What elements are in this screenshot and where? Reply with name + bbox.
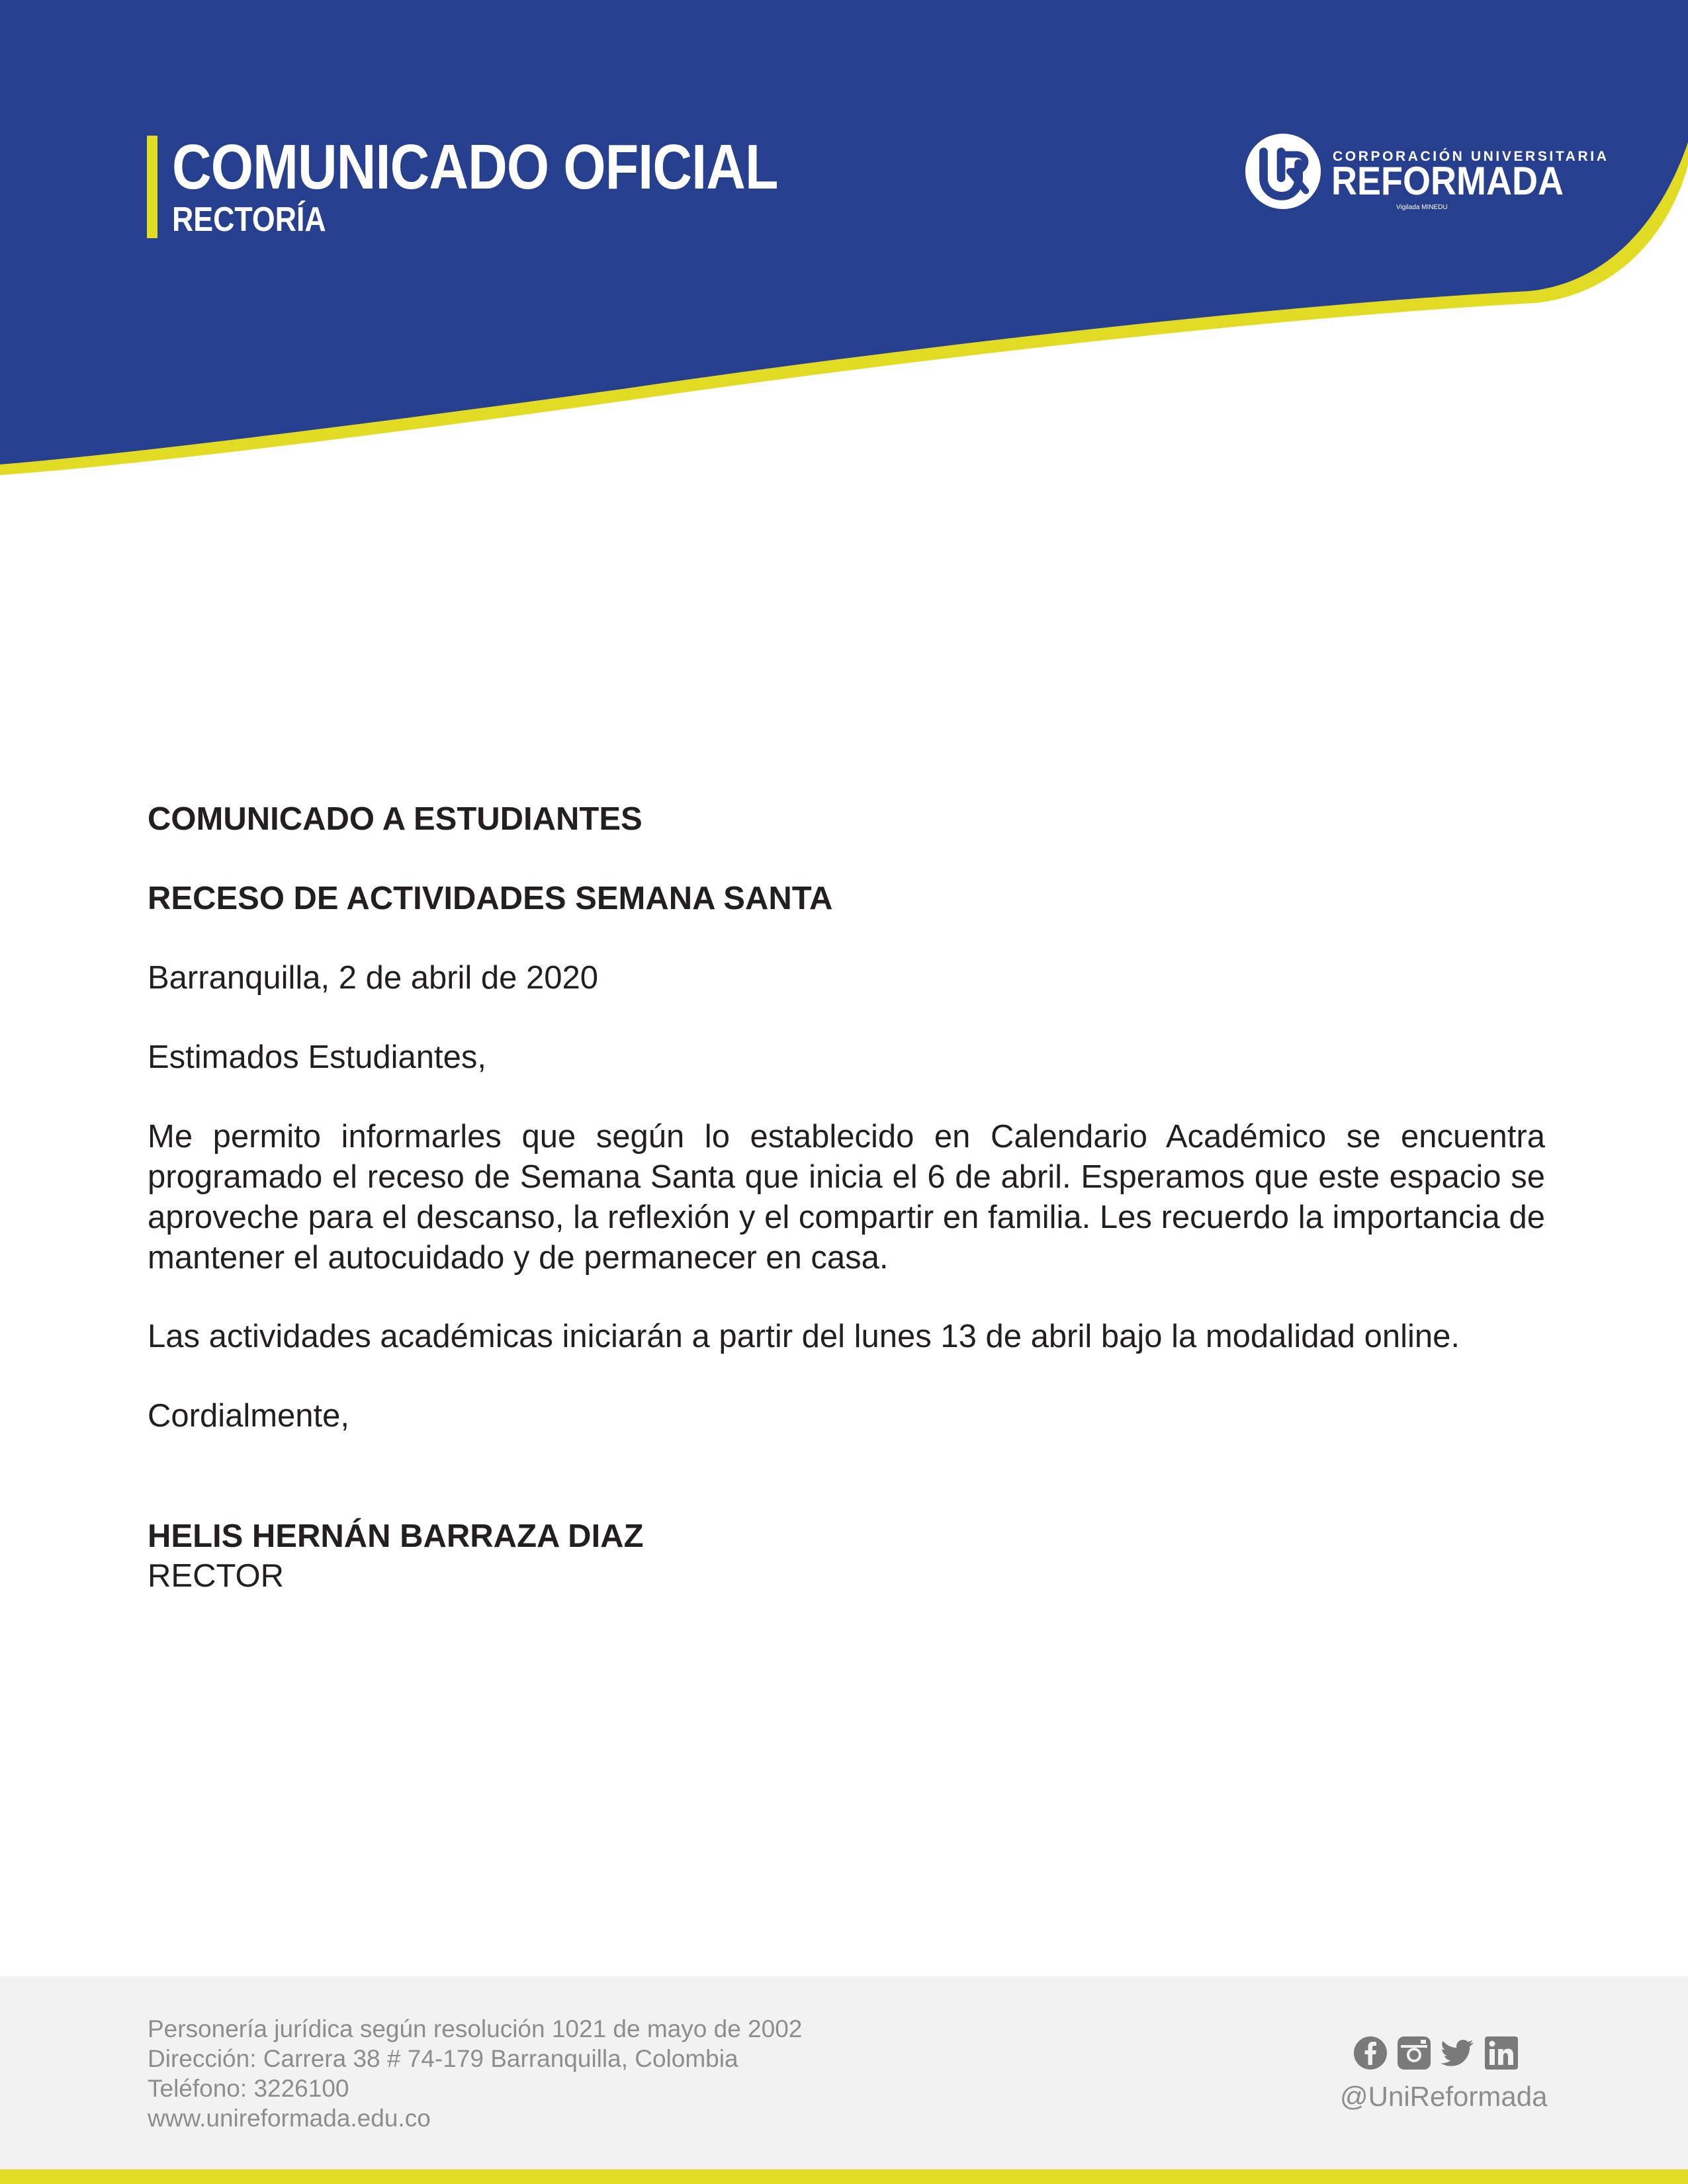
facebook-icon[interactable] <box>1353 2036 1388 2070</box>
header-banner <box>0 0 1688 490</box>
letter-heading-2: RECESO DE ACTIVIDADES SEMANA SANTA <box>148 881 833 916</box>
header-title-block <box>147 132 877 239</box>
instagram-icon[interactable] <box>1397 2036 1431 2070</box>
letter-body-paragraph-1: Me permito informarles que según lo establecido en Calendario Académico se encuentra programado el receso de Semana Santa que inicia el 6 de abril. Esperamos que este espacio se aproveche para el descanso, la reflexión y el compartir en familia. Les recuerdo la importancia de mantener el autocuidado y de permanecer en casa. <box>148 1119 1545 1276</box>
footer-accent-line <box>0 2169 1688 2184</box>
logo-tagline: Vigilada MINEDU <box>1396 204 1448 211</box>
footer-info <box>148 2014 802 2133</box>
letter-date: Barranquilla, 2 de abril de 2020 <box>148 960 599 996</box>
letter-heading-1: COMUNICADO A ESTUDIANTES <box>148 801 643 837</box>
twitter-icon[interactable] <box>1441 2036 1475 2070</box>
footer-address: Dirección: Carrera 38 # 74-179 Barranquilla, Colombia <box>148 2045 738 2072</box>
footer-legal: Personería jurídica según resolución 1021 de mayo de 2002 <box>148 2015 803 2042</box>
social-icons <box>1353 2036 1519 2070</box>
logo-small-text: CORPORACIÓN UNIVERSITARIA <box>1333 149 1609 164</box>
footer-phone: Teléfono: 3226100 <box>148 2075 349 2102</box>
letter-closing: Cordialmente, <box>148 1398 350 1434</box>
signer-title: RECTOR <box>148 1558 285 1594</box>
letter-body-paragraph-2: Las actividades académicas iniciarán a partir del lunes 13 de abril bajo la modalidad online. <box>148 1319 1460 1354</box>
header-subtitle: RECTORÍA <box>172 200 326 239</box>
header-title: COMUNICADO OFICIAL <box>172 132 778 202</box>
signer-name: HELIS HERNÁN BARRAZA DIAZ <box>148 1518 644 1554</box>
logo-mark-icon <box>1244 132 1322 210</box>
logo-name: REFORMADA <box>1331 159 1564 203</box>
letter-salutation: Estimados Estudiantes, <box>148 1039 487 1075</box>
footer-website[interactable]: www.unireformada.edu.co <box>148 2105 431 2132</box>
linkedin-icon[interactable] <box>1484 2036 1519 2070</box>
social-handle[interactable]: @UniReformada <box>1340 2081 1548 2112</box>
university-logo <box>1244 132 1609 218</box>
